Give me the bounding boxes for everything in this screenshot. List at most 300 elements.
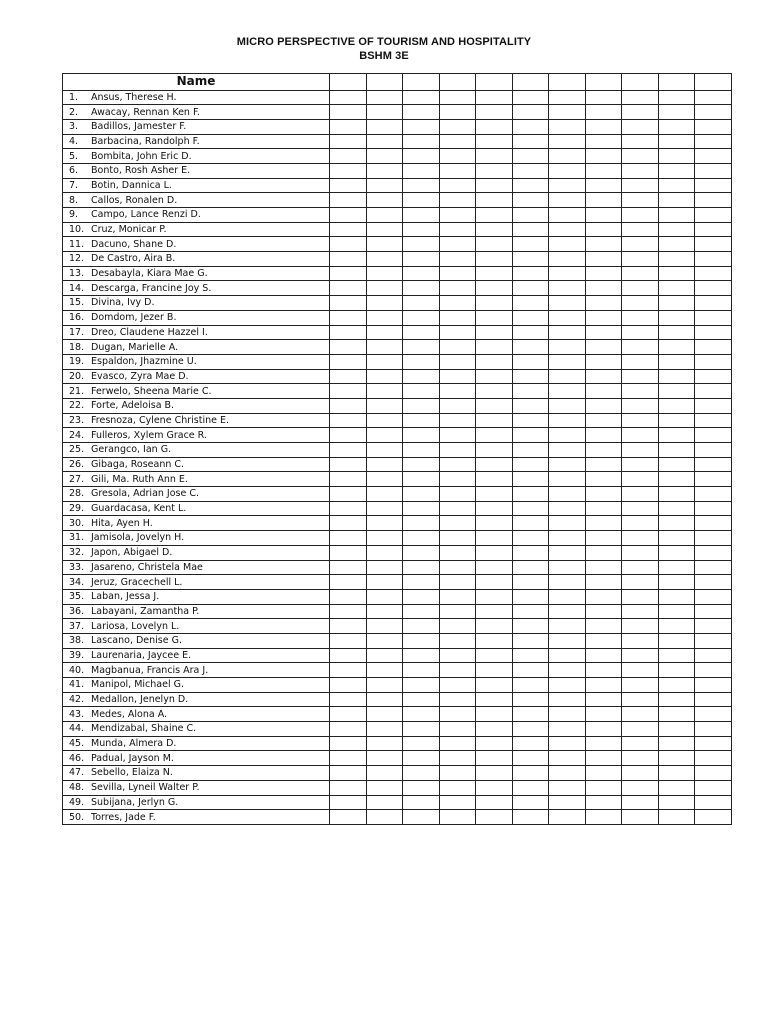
blank-mark-cell[interactable] bbox=[476, 369, 513, 384]
blank-mark-cell[interactable] bbox=[622, 222, 659, 237]
blank-mark-cell[interactable] bbox=[439, 193, 476, 208]
blank-mark-cell[interactable] bbox=[330, 252, 367, 267]
blank-mark-cell[interactable] bbox=[695, 384, 732, 399]
blank-mark-cell[interactable] bbox=[439, 281, 476, 296]
blank-mark-cell[interactable] bbox=[330, 105, 367, 120]
blank-mark-cell[interactable] bbox=[476, 105, 513, 120]
blank-mark-cell[interactable] bbox=[695, 736, 732, 751]
blank-mark-cell[interactable] bbox=[366, 663, 403, 678]
blank-mark-cell[interactable] bbox=[403, 575, 440, 590]
blank-mark-cell[interactable] bbox=[512, 472, 549, 487]
blank-mark-cell[interactable] bbox=[439, 428, 476, 443]
blank-mark-cell[interactable] bbox=[585, 604, 622, 619]
blank-mark-cell[interactable] bbox=[585, 751, 622, 766]
blank-mark-cell[interactable] bbox=[330, 428, 367, 443]
blank-mark-cell[interactable] bbox=[512, 105, 549, 120]
blank-mark-cell[interactable] bbox=[330, 281, 367, 296]
blank-mark-cell[interactable] bbox=[658, 340, 695, 355]
blank-mark-cell[interactable] bbox=[585, 119, 622, 134]
blank-mark-cell[interactable] bbox=[549, 266, 586, 281]
blank-mark-cell[interactable] bbox=[366, 163, 403, 178]
blank-mark-cell[interactable] bbox=[622, 575, 659, 590]
blank-mark-cell[interactable] bbox=[695, 457, 732, 472]
blank-mark-cell[interactable] bbox=[403, 105, 440, 120]
blank-mark-cell[interactable] bbox=[476, 619, 513, 634]
blank-mark-cell[interactable] bbox=[622, 678, 659, 693]
blank-mark-cell[interactable] bbox=[585, 369, 622, 384]
blank-mark-cell[interactable] bbox=[476, 633, 513, 648]
blank-mark-cell[interactable] bbox=[549, 780, 586, 795]
blank-mark-cell[interactable] bbox=[658, 795, 695, 810]
blank-mark-cell[interactable] bbox=[439, 633, 476, 648]
blank-mark-cell[interactable] bbox=[549, 354, 586, 369]
blank-mark-cell[interactable] bbox=[658, 722, 695, 737]
blank-mark-cell[interactable] bbox=[658, 648, 695, 663]
blank-mark-cell[interactable] bbox=[549, 296, 586, 311]
blank-mark-cell[interactable] bbox=[330, 501, 367, 516]
blank-mark-cell[interactable] bbox=[439, 119, 476, 134]
blank-mark-cell[interactable] bbox=[403, 119, 440, 134]
blank-mark-cell[interactable] bbox=[695, 90, 732, 105]
blank-mark-cell[interactable] bbox=[585, 193, 622, 208]
blank-mark-cell[interactable] bbox=[330, 663, 367, 678]
blank-mark-cell[interactable] bbox=[403, 340, 440, 355]
blank-mark-cell[interactable] bbox=[403, 266, 440, 281]
blank-mark-cell[interactable] bbox=[695, 369, 732, 384]
blank-mark-cell[interactable] bbox=[403, 736, 440, 751]
blank-mark-cell[interactable] bbox=[366, 398, 403, 413]
blank-mark-cell[interactable] bbox=[512, 310, 549, 325]
blank-mark-cell[interactable] bbox=[622, 692, 659, 707]
blank-mark-cell[interactable] bbox=[695, 795, 732, 810]
blank-mark-cell[interactable] bbox=[585, 795, 622, 810]
blank-mark-cell[interactable] bbox=[549, 384, 586, 399]
blank-mark-cell[interactable] bbox=[658, 281, 695, 296]
blank-mark-cell[interactable] bbox=[695, 516, 732, 531]
blank-mark-cell[interactable] bbox=[512, 266, 549, 281]
blank-mark-cell[interactable] bbox=[366, 707, 403, 722]
blank-mark-cell[interactable] bbox=[585, 692, 622, 707]
blank-mark-cell[interactable] bbox=[366, 266, 403, 281]
blank-mark-cell[interactable] bbox=[366, 531, 403, 546]
blank-mark-cell[interactable] bbox=[695, 296, 732, 311]
blank-mark-cell[interactable] bbox=[366, 516, 403, 531]
blank-mark-cell[interactable] bbox=[366, 90, 403, 105]
blank-mark-cell[interactable] bbox=[658, 252, 695, 267]
blank-mark-cell[interactable] bbox=[439, 589, 476, 604]
blank-mark-cell[interactable] bbox=[512, 428, 549, 443]
blank-mark-cell[interactable] bbox=[585, 266, 622, 281]
blank-mark-cell[interactable] bbox=[512, 722, 549, 737]
blank-mark-cell[interactable] bbox=[366, 810, 403, 825]
blank-mark-cell[interactable] bbox=[403, 252, 440, 267]
blank-mark-cell[interactable] bbox=[695, 780, 732, 795]
blank-mark-cell[interactable] bbox=[439, 90, 476, 105]
blank-mark-cell[interactable] bbox=[512, 252, 549, 267]
blank-mark-cell[interactable] bbox=[658, 193, 695, 208]
blank-mark-cell[interactable] bbox=[366, 413, 403, 428]
blank-mark-cell[interactable] bbox=[403, 722, 440, 737]
blank-mark-cell[interactable] bbox=[439, 736, 476, 751]
blank-mark-cell[interactable] bbox=[403, 384, 440, 399]
blank-mark-cell[interactable] bbox=[658, 428, 695, 443]
blank-mark-cell[interactable] bbox=[658, 354, 695, 369]
blank-mark-cell[interactable] bbox=[403, 589, 440, 604]
blank-mark-cell[interactable] bbox=[512, 149, 549, 164]
blank-mark-cell[interactable] bbox=[512, 736, 549, 751]
blank-mark-cell[interactable] bbox=[622, 428, 659, 443]
blank-mark-cell[interactable] bbox=[476, 560, 513, 575]
blank-mark-cell[interactable] bbox=[585, 678, 622, 693]
blank-mark-cell[interactable] bbox=[585, 310, 622, 325]
blank-mark-cell[interactable] bbox=[622, 237, 659, 252]
blank-mark-cell[interactable] bbox=[549, 487, 586, 502]
blank-mark-cell[interactable] bbox=[695, 178, 732, 193]
blank-mark-cell[interactable] bbox=[658, 472, 695, 487]
blank-mark-cell[interactable] bbox=[585, 633, 622, 648]
blank-mark-cell[interactable] bbox=[366, 472, 403, 487]
blank-mark-cell[interactable] bbox=[622, 457, 659, 472]
blank-mark-cell[interactable] bbox=[695, 633, 732, 648]
blank-mark-cell[interactable] bbox=[512, 648, 549, 663]
blank-mark-cell[interactable] bbox=[330, 589, 367, 604]
blank-mark-cell[interactable] bbox=[330, 90, 367, 105]
blank-mark-cell[interactable] bbox=[585, 149, 622, 164]
blank-mark-cell[interactable] bbox=[512, 619, 549, 634]
blank-mark-cell[interactable] bbox=[330, 604, 367, 619]
blank-mark-cell[interactable] bbox=[476, 589, 513, 604]
blank-mark-cell[interactable] bbox=[658, 443, 695, 458]
blank-mark-cell[interactable] bbox=[549, 692, 586, 707]
blank-mark-cell[interactable] bbox=[622, 751, 659, 766]
blank-mark-cell[interactable] bbox=[695, 531, 732, 546]
blank-mark-cell[interactable] bbox=[549, 810, 586, 825]
blank-mark-cell[interactable] bbox=[658, 237, 695, 252]
blank-mark-cell[interactable] bbox=[695, 310, 732, 325]
blank-mark-cell[interactable] bbox=[622, 722, 659, 737]
blank-mark-cell[interactable] bbox=[403, 707, 440, 722]
blank-mark-cell[interactable] bbox=[403, 443, 440, 458]
blank-mark-cell[interactable] bbox=[512, 663, 549, 678]
blank-mark-cell[interactable] bbox=[403, 237, 440, 252]
blank-mark-cell[interactable] bbox=[549, 90, 586, 105]
blank-mark-cell[interactable] bbox=[476, 575, 513, 590]
blank-mark-cell[interactable] bbox=[695, 619, 732, 634]
blank-mark-cell[interactable] bbox=[476, 516, 513, 531]
blank-mark-cell[interactable] bbox=[549, 751, 586, 766]
blank-mark-cell[interactable] bbox=[622, 516, 659, 531]
blank-mark-cell[interactable] bbox=[695, 707, 732, 722]
blank-mark-cell[interactable] bbox=[439, 310, 476, 325]
blank-mark-cell[interactable] bbox=[512, 795, 549, 810]
blank-mark-cell[interactable] bbox=[695, 575, 732, 590]
blank-mark-cell[interactable] bbox=[330, 678, 367, 693]
blank-mark-cell[interactable] bbox=[695, 105, 732, 120]
blank-mark-cell[interactable] bbox=[330, 575, 367, 590]
blank-mark-cell[interactable] bbox=[658, 663, 695, 678]
blank-mark-cell[interactable] bbox=[512, 487, 549, 502]
blank-mark-cell[interactable] bbox=[439, 472, 476, 487]
blank-mark-cell[interactable] bbox=[549, 281, 586, 296]
blank-mark-cell[interactable] bbox=[476, 531, 513, 546]
blank-mark-cell[interactable] bbox=[366, 604, 403, 619]
blank-mark-cell[interactable] bbox=[403, 325, 440, 340]
blank-mark-cell[interactable] bbox=[658, 619, 695, 634]
blank-mark-cell[interactable] bbox=[658, 149, 695, 164]
blank-mark-cell[interactable] bbox=[366, 325, 403, 340]
blank-mark-cell[interactable] bbox=[403, 810, 440, 825]
blank-mark-cell[interactable] bbox=[403, 178, 440, 193]
blank-mark-cell[interactable] bbox=[439, 707, 476, 722]
blank-mark-cell[interactable] bbox=[695, 766, 732, 781]
blank-mark-cell[interactable] bbox=[366, 722, 403, 737]
blank-mark-cell[interactable] bbox=[695, 604, 732, 619]
blank-mark-cell[interactable] bbox=[403, 604, 440, 619]
blank-mark-cell[interactable] bbox=[512, 633, 549, 648]
blank-mark-cell[interactable] bbox=[658, 575, 695, 590]
blank-mark-cell[interactable] bbox=[658, 310, 695, 325]
blank-mark-cell[interactable] bbox=[549, 340, 586, 355]
blank-mark-cell[interactable] bbox=[658, 266, 695, 281]
blank-mark-cell[interactable] bbox=[695, 428, 732, 443]
blank-mark-cell[interactable] bbox=[585, 619, 622, 634]
blank-mark-cell[interactable] bbox=[330, 443, 367, 458]
blank-mark-cell[interactable] bbox=[695, 163, 732, 178]
blank-mark-cell[interactable] bbox=[476, 663, 513, 678]
blank-mark-cell[interactable] bbox=[622, 736, 659, 751]
blank-mark-cell[interactable] bbox=[403, 472, 440, 487]
blank-mark-cell[interactable] bbox=[695, 149, 732, 164]
blank-mark-cell[interactable] bbox=[549, 575, 586, 590]
blank-mark-cell[interactable] bbox=[695, 810, 732, 825]
blank-mark-cell[interactable] bbox=[476, 443, 513, 458]
blank-mark-cell[interactable] bbox=[476, 119, 513, 134]
blank-mark-cell[interactable] bbox=[549, 325, 586, 340]
blank-mark-cell[interactable] bbox=[549, 707, 586, 722]
blank-mark-cell[interactable] bbox=[622, 531, 659, 546]
blank-mark-cell[interactable] bbox=[695, 134, 732, 149]
blank-mark-cell[interactable] bbox=[512, 354, 549, 369]
blank-mark-cell[interactable] bbox=[330, 310, 367, 325]
blank-mark-cell[interactable] bbox=[512, 398, 549, 413]
blank-mark-cell[interactable] bbox=[476, 222, 513, 237]
blank-mark-cell[interactable] bbox=[476, 296, 513, 311]
blank-mark-cell[interactable] bbox=[403, 501, 440, 516]
blank-mark-cell[interactable] bbox=[476, 310, 513, 325]
blank-mark-cell[interactable] bbox=[585, 516, 622, 531]
blank-mark-cell[interactable] bbox=[695, 266, 732, 281]
blank-mark-cell[interactable] bbox=[658, 516, 695, 531]
blank-mark-cell[interactable] bbox=[512, 178, 549, 193]
blank-mark-cell[interactable] bbox=[366, 310, 403, 325]
blank-mark-cell[interactable] bbox=[439, 678, 476, 693]
blank-mark-cell[interactable] bbox=[330, 163, 367, 178]
blank-mark-cell[interactable] bbox=[549, 119, 586, 134]
blank-mark-cell[interactable] bbox=[403, 531, 440, 546]
blank-mark-cell[interactable] bbox=[476, 134, 513, 149]
blank-mark-cell[interactable] bbox=[585, 134, 622, 149]
blank-mark-cell[interactable] bbox=[403, 663, 440, 678]
blank-mark-cell[interactable] bbox=[330, 413, 367, 428]
blank-mark-cell[interactable] bbox=[658, 487, 695, 502]
blank-mark-cell[interactable] bbox=[658, 163, 695, 178]
blank-mark-cell[interactable] bbox=[512, 766, 549, 781]
blank-mark-cell[interactable] bbox=[403, 428, 440, 443]
blank-mark-cell[interactable] bbox=[512, 413, 549, 428]
blank-mark-cell[interactable] bbox=[366, 457, 403, 472]
blank-mark-cell[interactable] bbox=[658, 678, 695, 693]
blank-mark-cell[interactable] bbox=[622, 340, 659, 355]
blank-mark-cell[interactable] bbox=[512, 369, 549, 384]
blank-mark-cell[interactable] bbox=[549, 589, 586, 604]
blank-mark-cell[interactable] bbox=[439, 722, 476, 737]
blank-mark-cell[interactable] bbox=[512, 810, 549, 825]
blank-mark-cell[interactable] bbox=[512, 193, 549, 208]
blank-mark-cell[interactable] bbox=[403, 766, 440, 781]
blank-mark-cell[interactable] bbox=[622, 354, 659, 369]
blank-mark-cell[interactable] bbox=[476, 237, 513, 252]
blank-mark-cell[interactable] bbox=[366, 178, 403, 193]
blank-mark-cell[interactable] bbox=[585, 178, 622, 193]
blank-mark-cell[interactable] bbox=[658, 707, 695, 722]
blank-mark-cell[interactable] bbox=[403, 692, 440, 707]
blank-mark-cell[interactable] bbox=[439, 531, 476, 546]
blank-mark-cell[interactable] bbox=[366, 354, 403, 369]
blank-mark-cell[interactable] bbox=[476, 163, 513, 178]
blank-mark-cell[interactable] bbox=[658, 692, 695, 707]
blank-mark-cell[interactable] bbox=[476, 472, 513, 487]
blank-mark-cell[interactable] bbox=[403, 310, 440, 325]
blank-mark-cell[interactable] bbox=[439, 575, 476, 590]
blank-mark-cell[interactable] bbox=[403, 648, 440, 663]
blank-mark-cell[interactable] bbox=[476, 692, 513, 707]
blank-mark-cell[interactable] bbox=[585, 237, 622, 252]
blank-mark-cell[interactable] bbox=[476, 398, 513, 413]
blank-mark-cell[interactable] bbox=[330, 545, 367, 560]
blank-mark-cell[interactable] bbox=[658, 751, 695, 766]
blank-mark-cell[interactable] bbox=[512, 443, 549, 458]
blank-mark-cell[interactable] bbox=[403, 296, 440, 311]
blank-mark-cell[interactable] bbox=[512, 707, 549, 722]
blank-mark-cell[interactable] bbox=[330, 134, 367, 149]
blank-mark-cell[interactable] bbox=[585, 780, 622, 795]
blank-mark-cell[interactable] bbox=[658, 90, 695, 105]
blank-mark-cell[interactable] bbox=[512, 384, 549, 399]
blank-mark-cell[interactable] bbox=[512, 780, 549, 795]
blank-mark-cell[interactable] bbox=[439, 663, 476, 678]
blank-mark-cell[interactable] bbox=[585, 428, 622, 443]
blank-mark-cell[interactable] bbox=[622, 795, 659, 810]
blank-mark-cell[interactable] bbox=[658, 736, 695, 751]
blank-mark-cell[interactable] bbox=[476, 149, 513, 164]
blank-mark-cell[interactable] bbox=[622, 119, 659, 134]
blank-mark-cell[interactable] bbox=[403, 90, 440, 105]
blank-mark-cell[interactable] bbox=[330, 149, 367, 164]
blank-mark-cell[interactable] bbox=[403, 149, 440, 164]
blank-mark-cell[interactable] bbox=[622, 707, 659, 722]
blank-mark-cell[interactable] bbox=[622, 604, 659, 619]
blank-mark-cell[interactable] bbox=[366, 795, 403, 810]
blank-mark-cell[interactable] bbox=[403, 487, 440, 502]
blank-mark-cell[interactable] bbox=[439, 252, 476, 267]
blank-mark-cell[interactable] bbox=[439, 208, 476, 223]
blank-mark-cell[interactable] bbox=[512, 457, 549, 472]
blank-mark-cell[interactable] bbox=[439, 443, 476, 458]
blank-mark-cell[interactable] bbox=[622, 296, 659, 311]
blank-mark-cell[interactable] bbox=[549, 193, 586, 208]
blank-mark-cell[interactable] bbox=[366, 384, 403, 399]
blank-mark-cell[interactable] bbox=[366, 692, 403, 707]
blank-mark-cell[interactable] bbox=[403, 795, 440, 810]
blank-mark-cell[interactable] bbox=[549, 369, 586, 384]
blank-mark-cell[interactable] bbox=[549, 134, 586, 149]
blank-mark-cell[interactable] bbox=[476, 384, 513, 399]
blank-mark-cell[interactable] bbox=[403, 545, 440, 560]
blank-mark-cell[interactable] bbox=[476, 413, 513, 428]
blank-mark-cell[interactable] bbox=[585, 354, 622, 369]
blank-mark-cell[interactable] bbox=[366, 208, 403, 223]
blank-mark-cell[interactable] bbox=[549, 310, 586, 325]
blank-mark-cell[interactable] bbox=[330, 119, 367, 134]
blank-mark-cell[interactable] bbox=[512, 751, 549, 766]
blank-mark-cell[interactable] bbox=[622, 281, 659, 296]
blank-mark-cell[interactable] bbox=[658, 633, 695, 648]
blank-mark-cell[interactable] bbox=[366, 751, 403, 766]
blank-mark-cell[interactable] bbox=[366, 575, 403, 590]
blank-mark-cell[interactable] bbox=[439, 545, 476, 560]
blank-mark-cell[interactable] bbox=[403, 222, 440, 237]
blank-mark-cell[interactable] bbox=[476, 780, 513, 795]
blank-mark-cell[interactable] bbox=[512, 604, 549, 619]
blank-mark-cell[interactable] bbox=[658, 222, 695, 237]
blank-mark-cell[interactable] bbox=[695, 722, 732, 737]
blank-mark-cell[interactable] bbox=[549, 149, 586, 164]
blank-mark-cell[interactable] bbox=[476, 208, 513, 223]
blank-mark-cell[interactable] bbox=[658, 134, 695, 149]
blank-mark-cell[interactable] bbox=[695, 398, 732, 413]
blank-mark-cell[interactable] bbox=[439, 354, 476, 369]
blank-mark-cell[interactable] bbox=[622, 149, 659, 164]
blank-mark-cell[interactable] bbox=[366, 281, 403, 296]
blank-mark-cell[interactable] bbox=[622, 413, 659, 428]
blank-mark-cell[interactable] bbox=[585, 296, 622, 311]
blank-mark-cell[interactable] bbox=[658, 369, 695, 384]
blank-mark-cell[interactable] bbox=[585, 340, 622, 355]
blank-mark-cell[interactable] bbox=[512, 516, 549, 531]
blank-mark-cell[interactable] bbox=[403, 633, 440, 648]
blank-mark-cell[interactable] bbox=[622, 325, 659, 340]
blank-mark-cell[interactable] bbox=[549, 648, 586, 663]
blank-mark-cell[interactable] bbox=[549, 208, 586, 223]
blank-mark-cell[interactable] bbox=[622, 501, 659, 516]
blank-mark-cell[interactable] bbox=[695, 222, 732, 237]
blank-mark-cell[interactable] bbox=[622, 619, 659, 634]
blank-mark-cell[interactable] bbox=[658, 208, 695, 223]
blank-mark-cell[interactable] bbox=[476, 722, 513, 737]
blank-mark-cell[interactable] bbox=[330, 707, 367, 722]
blank-mark-cell[interactable] bbox=[585, 398, 622, 413]
blank-mark-cell[interactable] bbox=[549, 501, 586, 516]
blank-mark-cell[interactable] bbox=[622, 472, 659, 487]
blank-mark-cell[interactable] bbox=[330, 457, 367, 472]
blank-mark-cell[interactable] bbox=[476, 340, 513, 355]
blank-mark-cell[interactable] bbox=[549, 516, 586, 531]
blank-mark-cell[interactable] bbox=[585, 722, 622, 737]
blank-mark-cell[interactable] bbox=[366, 736, 403, 751]
blank-mark-cell[interactable] bbox=[512, 678, 549, 693]
blank-mark-cell[interactable] bbox=[366, 428, 403, 443]
blank-mark-cell[interactable] bbox=[658, 413, 695, 428]
